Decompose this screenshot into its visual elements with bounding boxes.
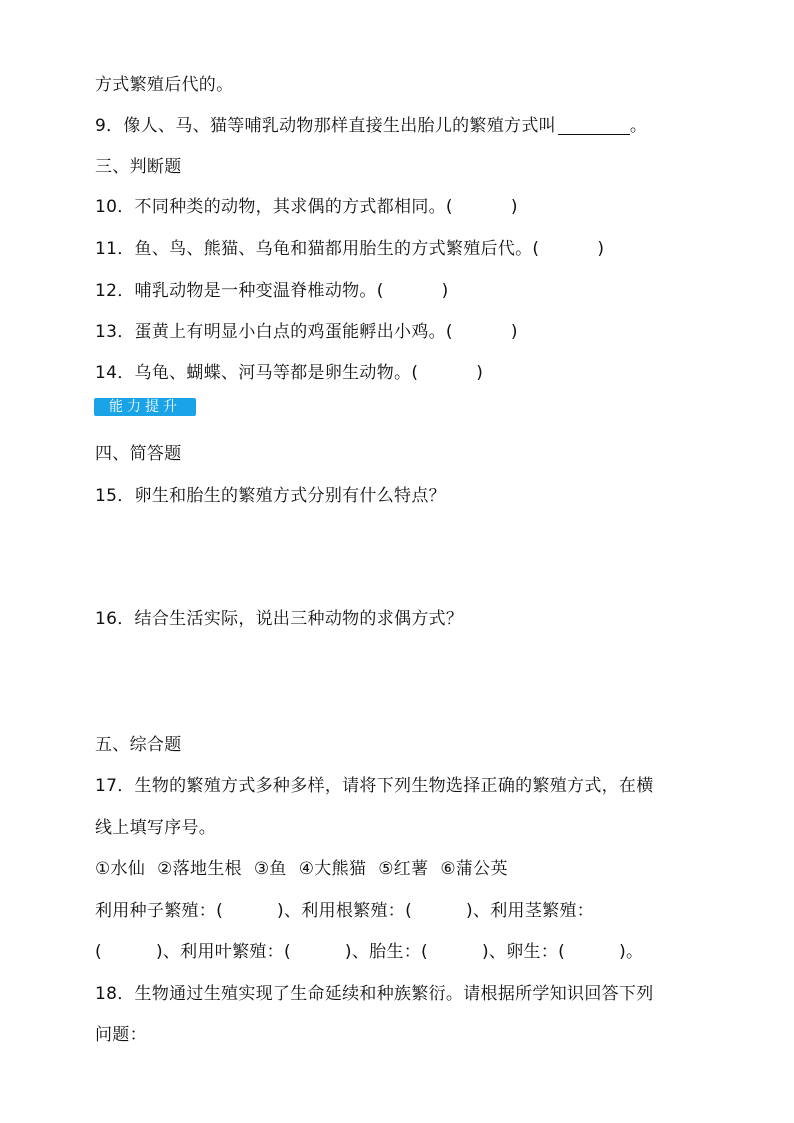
question-12: 12．哺乳动物是一种变温脊椎动物。( ) (95, 281, 449, 301)
question-13: 13．蛋黄上有明显小白点的鸡蛋能孵出小鸡。( ) (95, 322, 518, 342)
question-18-line2: 问题： (95, 1025, 147, 1045)
section-heading-comprehensive: 五、综合题 (95, 735, 182, 755)
option-item: ③鱼 (253, 859, 287, 879)
question-15: 15．卵生和胎生的繁殖方式分别有什么特点？ (95, 486, 446, 506)
question-11: 11．鱼、鸟、熊猫、乌龟和猫都用胎生的方式繁殖后代。( ) (95, 239, 605, 259)
question-9: 9．像人、马、猫等哺乳动物那样直接生出胎儿的繁殖方式叫 。 (95, 116, 648, 136)
section-heading-short-answer: 四、简答题 (95, 444, 182, 464)
question-17-line1: 17．生物的繁殖方式多种多样，请将下列生物选择正确的繁殖方式，在横 (95, 776, 654, 796)
answer-blank[interactable] (558, 116, 630, 135)
ability-badge: 能力提升 (94, 398, 196, 416)
question-16: 16．结合生活实际，说出三种动物的求偶方式？ (95, 609, 464, 629)
option-item: ①水仙 (95, 859, 146, 879)
option-item: ②落地生根 (157, 859, 242, 879)
question-10: 10．不同种类的动物，其求偶的方式都相同。( ) (95, 197, 518, 217)
option-item: ⑥蒲公英 (440, 859, 508, 879)
question-17-row1: 利用种子繁殖：( )、利用根繁殖：( )、利用茎繁殖： (95, 901, 595, 921)
question-17-row2: ( )、利用叶繁殖：( )、胎生：( )、卵生：( )。 (95, 942, 644, 962)
question-14: 14．乌龟、蝴蝶、河马等都是卵生动物。( ) (95, 363, 484, 383)
question-18-line1: 18．生物通过生殖实现了生命延续和种族繁衍。请根据所学知识回答下列 (95, 984, 654, 1004)
question-17-options (95, 857, 735, 881)
option-item: ④大熊猫 (298, 859, 367, 879)
option-item: ⑤红薯 (378, 859, 429, 879)
section-heading-judgement: 三、判断题 (95, 157, 182, 177)
question-17-line2: 线上填写序号。 (95, 818, 217, 838)
continued-line: 方式繁殖后代的。 (95, 75, 234, 95)
